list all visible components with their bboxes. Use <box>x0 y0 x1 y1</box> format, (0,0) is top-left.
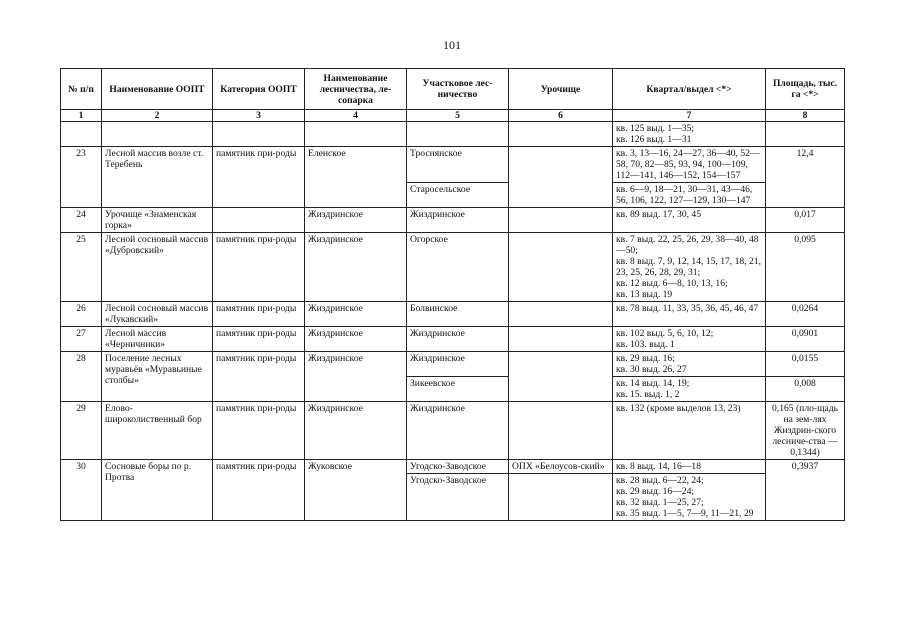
row-number: 23 <box>61 147 102 208</box>
district-forestry: Старосельское <box>407 183 509 208</box>
area-cell: 0,017 <box>766 208 845 233</box>
column-number-row <box>61 110 845 122</box>
oopt-category: памятник при-роды <box>213 327 305 352</box>
district-forestry: Жиздринское <box>407 327 509 352</box>
oopt-name: Лесной массив возле ст. Теребень <box>102 147 213 208</box>
oopt-name: Сосновые боры по р. Протва <box>102 460 213 521</box>
header-row <box>61 69 845 110</box>
column-number: 4 <box>305 110 407 122</box>
quarter-cell: кв. 132 (кроме выделов 13, 23) <box>613 402 766 460</box>
oopt-name: Урочище «Знаменская горка» <box>102 208 213 233</box>
quarter-cell: кв. 102 выд. 5, 6, 10, 12; кв. 103. выд. 1 <box>613 327 766 352</box>
header-cell-forestry: Наименование лесничества, ле-сопарка <box>305 69 407 110</box>
table-row <box>61 327 845 352</box>
oopt-name: Лесной сосновый массив «Дубровский» <box>102 233 213 302</box>
header-cell-district-forestry: Участковое лес-ничество <box>407 69 509 110</box>
page-number: 101 <box>443 38 461 52</box>
forestry-name: Жиздринское <box>305 352 407 402</box>
forestry-name: Жуковское <box>305 460 407 521</box>
area-cell: 0,0155 <box>766 352 845 377</box>
tract-cell <box>509 474 613 521</box>
district-forestry: Жиздринское <box>407 208 509 233</box>
district-forestry: Жиздринское <box>407 352 509 377</box>
tract-cell <box>509 233 613 302</box>
table-row <box>61 402 845 460</box>
forestry-name: Жиздринское <box>305 302 407 327</box>
area-cell: 0,008 <box>766 377 845 402</box>
quarter-cell: кв. 3, 13—16, 24—27, 36—40, 52—58, 70, 82—85, 93, 94, 100—109, 112—141, 146—152, 154—157 <box>613 147 766 183</box>
tract-cell <box>509 147 613 208</box>
table-row <box>61 460 845 474</box>
oopt-category: памятник при-роды <box>213 302 305 327</box>
oopt-category: памятник при-роды <box>213 352 305 402</box>
column-number: 3 <box>213 110 305 122</box>
oopt-category: памятник при-роды <box>213 460 305 521</box>
row-number: 27 <box>61 327 102 352</box>
oopt-name: Елово-широколиственный бор <box>102 402 213 460</box>
quarter-cell: кв. 28 выд. 6—22, 24; кв. 29 выд. 16—24; кв. 32 выд. 1—25, 27; кв. 35 выд. 1—5, 7—9, 11—21, 29 <box>613 474 766 521</box>
area-cell: 0,3937 <box>766 460 845 521</box>
header-cell-num: № п/п <box>61 69 102 110</box>
quarter-cell: кв. 29 выд. 16; кв. 30 выд. 26, 27 <box>613 352 766 377</box>
tract-cell <box>509 302 613 327</box>
tract-cell <box>509 402 613 460</box>
oopt-category: памятник при-роды <box>213 233 305 302</box>
oopt-category: памятник при-роды <box>213 147 305 208</box>
quarter-cell: кв. 125 выд. 1—35; кв. 126 выд. 1—31 <box>613 122 766 147</box>
forestry-name: Еленское <box>305 147 407 208</box>
district-forestry: Болвинское <box>407 302 509 327</box>
column-number: 1 <box>61 110 102 122</box>
row-number: 29 <box>61 402 102 460</box>
area-cell: 0,0901 <box>766 327 845 352</box>
header-cell-name: Наименование ООПТ <box>102 69 213 110</box>
table-row <box>61 208 845 233</box>
area-cell: 0,095 <box>766 233 845 302</box>
forestry-name: Жиздринское <box>305 402 407 460</box>
tract-cell <box>509 352 613 402</box>
table-row <box>61 147 845 183</box>
oopt-name: Лесной массив «Черничники» <box>102 327 213 352</box>
table-row <box>61 302 845 327</box>
header-cell-area: Площадь, тыс. га <*> <box>766 69 845 110</box>
quarter-cell: кв. 14 выд. 14, 19; кв. 15. выд. 1, 2 <box>613 377 766 402</box>
column-number: 2 <box>102 110 213 122</box>
column-number: 6 <box>509 110 613 122</box>
forestry-name: Жиздринское <box>305 208 407 233</box>
tract-cell <box>509 327 613 352</box>
row-number: 24 <box>61 208 102 233</box>
quarter-cell: кв. 7 выд. 22, 25, 26, 29, 38—40, 48—50; кв. 8 выд. 7, 9, 12, 14, 15, 17, 18, 21, 23, 25, 26, 28, 29, 31; кв. 12 выд. 6—8, 10, 13, 16; кв. 13 выд. 19 <box>613 233 766 302</box>
area-cell: 12,4 <box>766 147 845 208</box>
district-forestry: Троснянское <box>407 147 509 183</box>
row-number: 28 <box>61 352 102 402</box>
row-number: 30 <box>61 460 102 521</box>
header-cell-quarter: Квартал/выдел <*> <box>613 69 766 110</box>
quarter-cell: кв. 78 выд. 11, 33, 35, 36, 45, 46, 47 <box>613 302 766 327</box>
table-row <box>61 122 845 147</box>
row-number: 25 <box>61 233 102 302</box>
quarter-cell: кв. 89 выд. 17, 30, 45 <box>613 208 766 233</box>
header-cell-tract: Урочище <box>509 69 613 110</box>
oopt-name: Поселение лесных муравьёв «Муравьиные столбы» <box>102 352 213 402</box>
district-forestry: Жиздринское <box>407 402 509 460</box>
column-number: 5 <box>407 110 509 122</box>
forestry-name: Жиздринское <box>305 327 407 352</box>
row-number: 26 <box>61 302 102 327</box>
district-forestry: Зикеевское <box>407 377 509 402</box>
quarter-cell: кв. 6—9, 18—21, 30—31, 43—46, 56, 106, 122, 127—129, 130—147 <box>613 183 766 208</box>
table-row <box>61 233 845 302</box>
header-cell-category: Категория ООПТ <box>213 69 305 110</box>
area-cell: 0,0264 <box>766 302 845 327</box>
oopt-table <box>60 68 845 521</box>
forestry-name: Жиздринское <box>305 233 407 302</box>
tract-cell <box>509 208 613 233</box>
oopt-category: памятник при-роды <box>213 402 305 460</box>
column-number: 7 <box>613 110 766 122</box>
area-cell: 0,165 (пло-щадь на зем-лях Жиздрин-ского лесниче-ства — 0,1344) <box>766 402 845 460</box>
district-forestry: Угодско-Заводское <box>407 460 509 474</box>
table-row <box>61 352 845 377</box>
tract-cell: ОПХ «Белоусов-ский» <box>509 460 613 474</box>
quarter-cell: кв. 8 выд. 14, 16—18 <box>613 460 766 474</box>
column-number: 8 <box>766 110 845 122</box>
district-forestry: Огорское <box>407 233 509 302</box>
oopt-name: Лесной сосновый массив «Лукавский» <box>102 302 213 327</box>
district-forestry: Угодско-Заводское <box>407 474 509 521</box>
oopt-category <box>213 208 305 233</box>
